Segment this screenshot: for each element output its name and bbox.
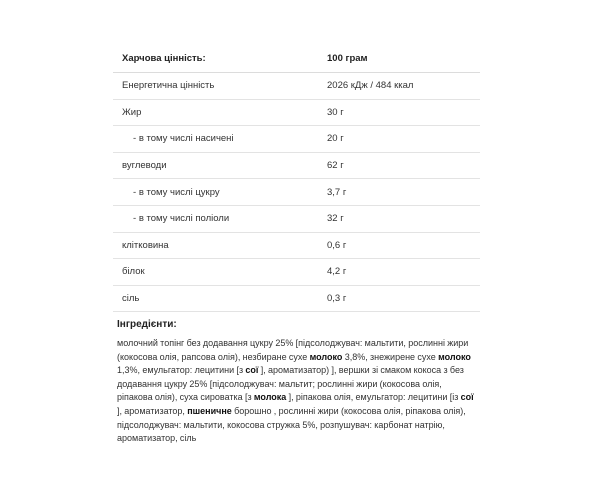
allergen-text: сої (245, 365, 259, 376)
nutrient-value: 0,6 г (327, 239, 347, 251)
nutrient-value: 0,3 г (327, 293, 347, 305)
ingredient-text: борошно , рослинні жири (кокосова олія, ріпакова олія), підсолоджувач: мальтити, кокосова стружка 5%, розпушувач: карбонат натрію, ароматизатор, сіль (117, 405, 466, 444)
ingredients-text (117, 337, 477, 446)
nutrient-name: сіль (122, 293, 140, 305)
table-row (113, 259, 480, 286)
allergen-text: молока (253, 392, 287, 403)
ingredient-text: 1,3%, емульгатор: лецитини [з (117, 365, 246, 376)
nutrition-header-name: Харчова цінність: (122, 53, 206, 64)
nutrient-value: 20 г (327, 133, 344, 145)
ingredient-text: ], ріпакова олія, емульгатор: лецитини [із (286, 392, 461, 403)
nutrition-rows (113, 73, 480, 312)
ingredients-title: Інгредієнти: (117, 319, 177, 330)
nutrient-name: білок (122, 266, 145, 278)
allergen-text: сої (460, 392, 474, 403)
allergen-text: пшеничне (187, 405, 232, 416)
nutrient-value: 62 г (327, 160, 344, 172)
table-row (113, 126, 480, 153)
table-row (113, 286, 480, 313)
allergen-text: молоко (309, 351, 343, 362)
nutrient-value: 32 г (327, 213, 344, 225)
nutrition-header-value: 100 грам (327, 53, 368, 64)
table-row (113, 100, 480, 127)
ingredient-text: ], ароматизатор) ], вершки зі смаком кокоса з без додавання цукру 25% [підсолоджувач: мальтит; рослинні жири (кокосова олія, ріпакова олія), суха сироватка [з (117, 365, 464, 403)
nutrient-name: Енергетична цінність (122, 80, 215, 92)
ingredient-text: ], ароматизатор, (117, 405, 188, 416)
nutrient-value: 4,2 г (327, 266, 347, 278)
nutrient-value: 2026 кДж / 484 ккал (327, 80, 414, 92)
nutrition-table-header (113, 45, 480, 73)
table-row (113, 179, 480, 206)
nutrient-value: 3,7 г (327, 186, 347, 198)
ingredient-text: 3,8%, знежирене сухе (342, 351, 439, 362)
table-row (113, 73, 480, 100)
nutrient-name: - в тому числі поліоли (113, 213, 317, 224)
table-row (113, 206, 480, 233)
allergen-text: молоко (438, 351, 471, 362)
nutrient-name: - в тому числі насичені (113, 133, 317, 144)
ingredients-section (117, 319, 477, 446)
table-row (113, 153, 480, 180)
nutrition-table (113, 45, 480, 312)
ingredient-text: молочний топінг без додавання цукру 25% [підсолоджувач: мальтити, рослинні жири (кокосова олія, рапсова олія), незбиране сухе (117, 338, 469, 362)
nutrient-name: Жир (122, 106, 142, 118)
nutrient-name: клітковина (122, 239, 169, 251)
nutrient-value: 30 г (327, 106, 344, 118)
nutrient-name: - в тому числі цукру (113, 187, 317, 198)
nutrient-name: вуглеводи (122, 160, 167, 172)
table-row (113, 233, 480, 260)
